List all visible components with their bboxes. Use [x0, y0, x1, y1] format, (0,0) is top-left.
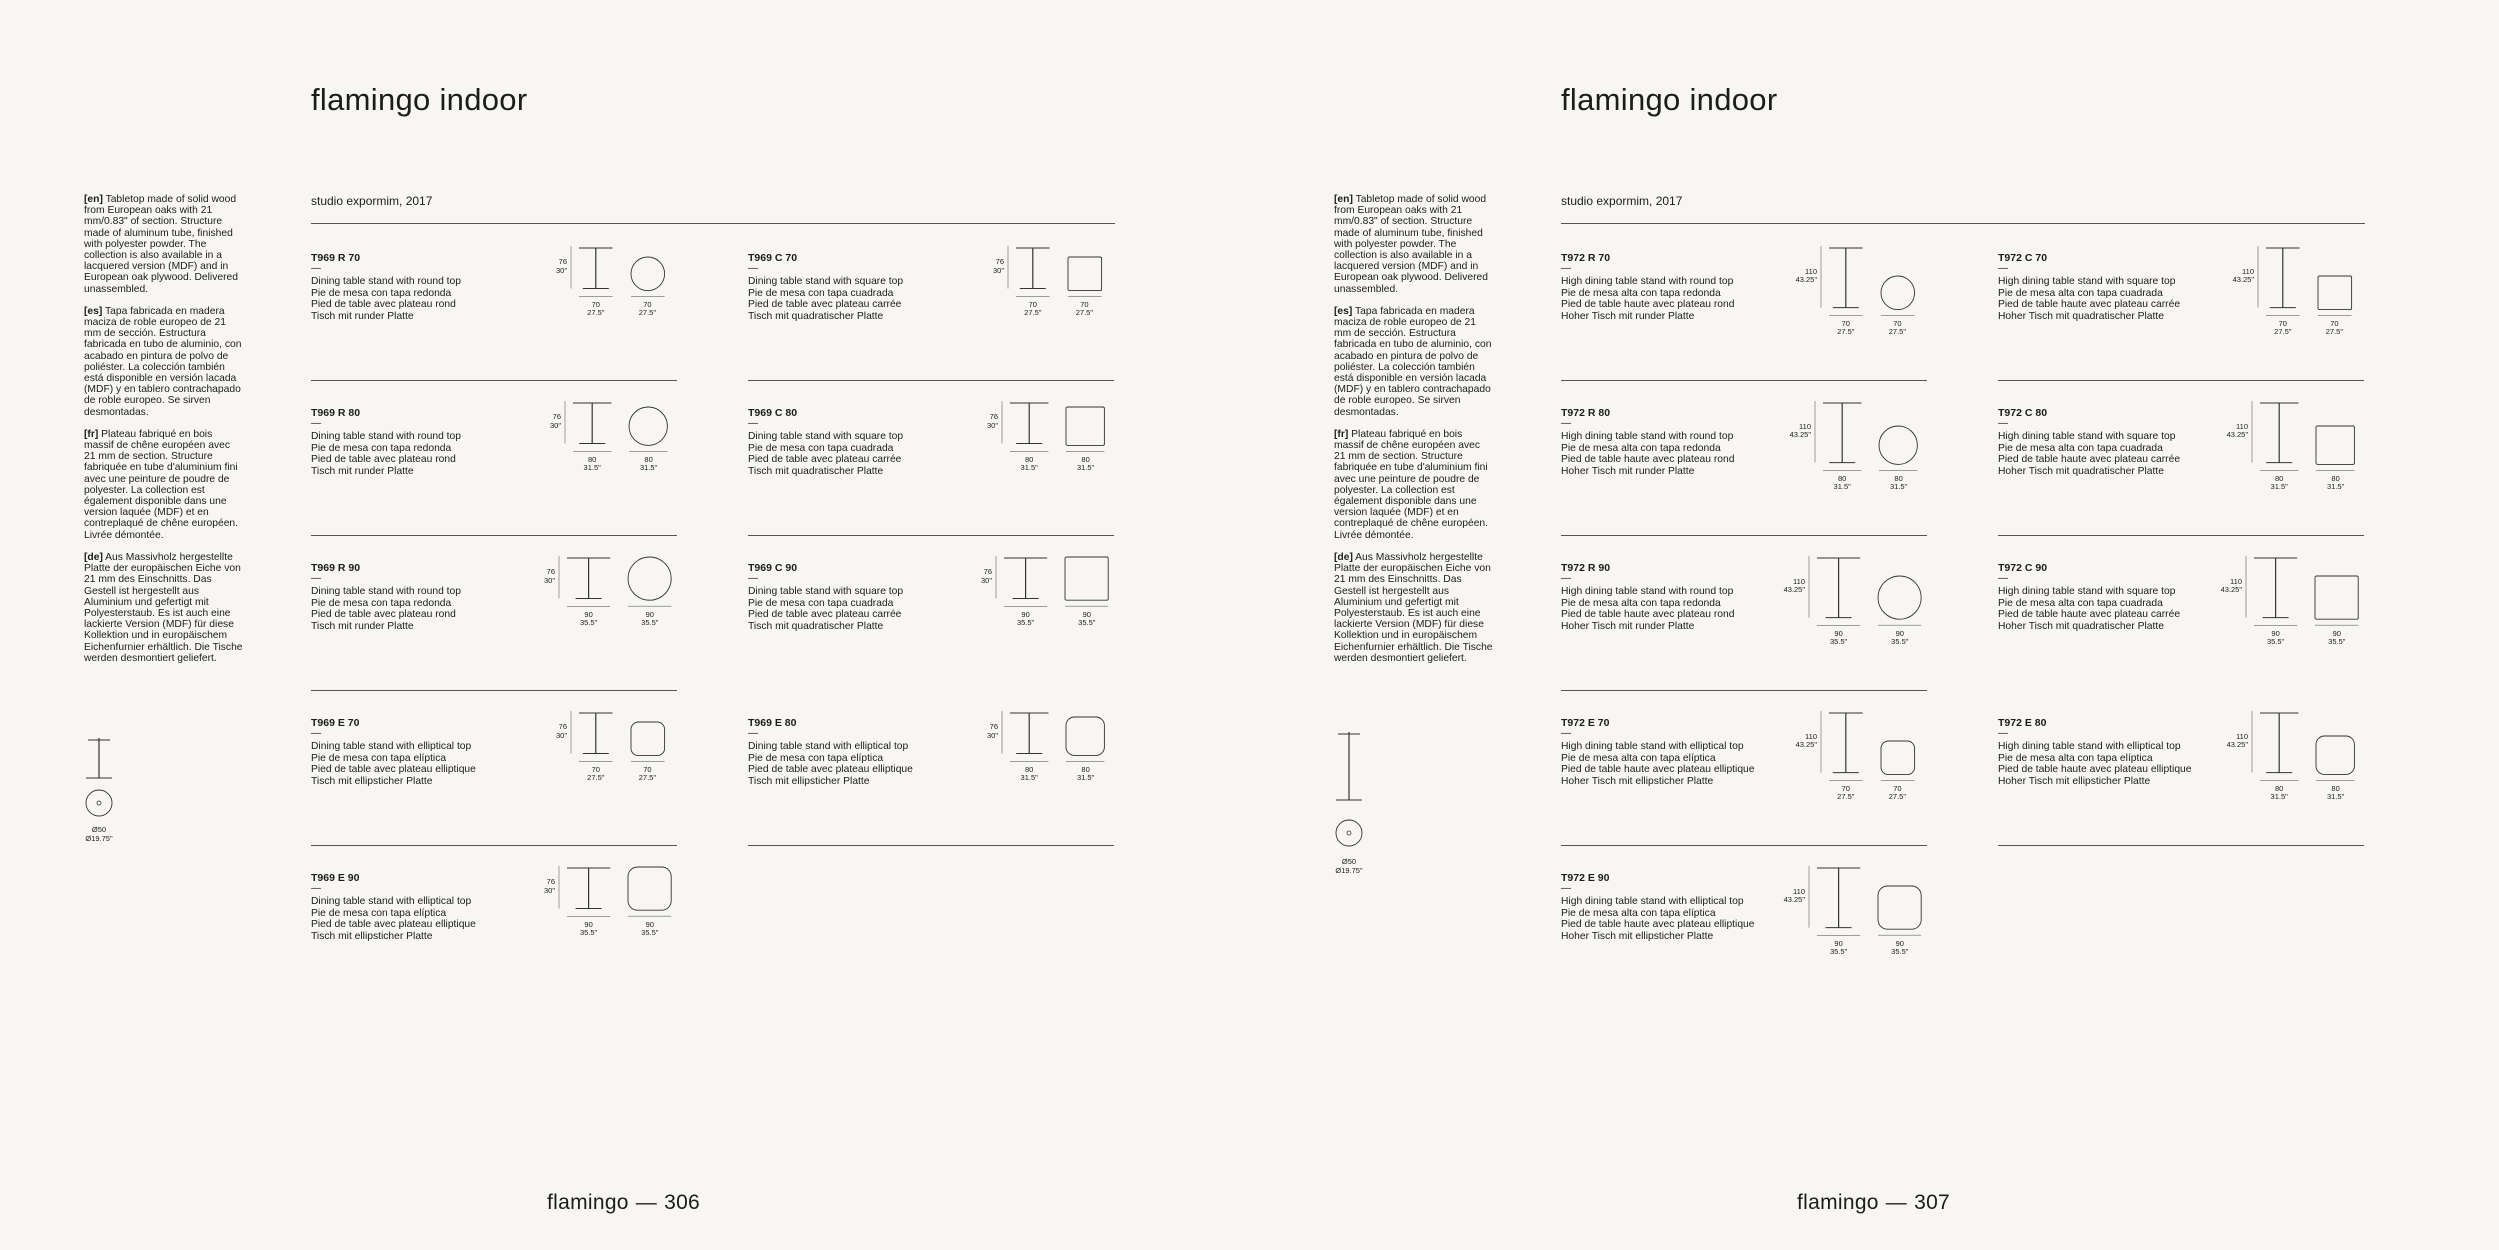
description-line: Pie de mesa alta con tapa cuadrada [1998, 442, 2163, 454]
height-label: 76 30" [980, 567, 992, 585]
code-dash: — [1998, 573, 2008, 584]
product-description [1561, 896, 1755, 942]
description-line: High dining table stand with square top [1998, 276, 2176, 287]
code-dash: — [1561, 418, 1571, 429]
product-code: T969 R 70 [311, 252, 361, 264]
description-line: Hoher Tisch mit runder Platte [1561, 620, 1695, 632]
description-line: Pied de table avec plateau rond [311, 609, 456, 620]
description-line: Pie de mesa con tapa elíptica [748, 752, 884, 764]
top-width-label: 70 27.5" [638, 764, 657, 783]
top-width-label: 90 35.5" [641, 609, 659, 628]
description-line: Dining table stand with round top [311, 431, 461, 442]
product-description [1998, 741, 2192, 787]
code-dash: — [1998, 728, 2008, 739]
product-entry [1561, 226, 1927, 381]
description-line: High dining table stand with elliptical top [1561, 896, 1744, 907]
width-label: 90 35.5" [1829, 938, 1848, 957]
description-en: [en] Tabletop made of solid wood from European oaks with 21 mm/0.83" of section. Structure made of aluminum tube, finished with polyester powder. The collection is also available in a lacquered version (MDF) and in European oak plywood. Delivered unassembled. [1334, 194, 1488, 295]
product-entry [748, 226, 1114, 381]
side-elevation-drawing [2254, 556, 2301, 640]
top-width-label: 90 35.5" [1078, 609, 1096, 628]
height-label: 76 30" [555, 257, 567, 275]
height-label: 110 43.25" [1789, 421, 1811, 440]
product-code: T969 C 80 [748, 407, 798, 419]
width-label: 70 27.5" [1024, 299, 1042, 318]
width-label: 70 27.5" [2274, 318, 2292, 337]
code-dash: — [311, 418, 321, 429]
description-line: Pied de table haute avec plateau rond [1561, 299, 1735, 310]
top-width-label: 70 27.5" [1888, 318, 1907, 337]
product-description [1998, 431, 2180, 477]
top-width-label: 70 27.5" [1888, 783, 1907, 802]
side-elevation-drawing [2260, 401, 2302, 485]
top-width-label: 80 31.5" [2326, 473, 2345, 492]
width-label: 90 35.5" [579, 919, 598, 938]
product-entry [1561, 381, 1927, 536]
side-elevation-drawing [2260, 711, 2302, 795]
description-line: Pie de mesa alta con tapa cuadrada [1998, 597, 2163, 609]
product-entry [311, 381, 677, 536]
code-dash: — [311, 263, 321, 274]
product-code: T972 E 70 [1561, 717, 1610, 729]
code-dash: — [1561, 263, 1571, 274]
height-label: 76 30" [992, 257, 1004, 275]
description-line: Dining table stand with square top [748, 276, 904, 287]
product-code: T972 C 90 [1998, 562, 2048, 574]
product-entry [748, 381, 1114, 536]
side-elevation-drawing [2266, 246, 2304, 330]
description-line: Pied de table avec plateau elliptique [311, 919, 476, 930]
base-stand-drawing: Ø50 Ø19.75" [84, 738, 114, 828]
description-line: Pie de mesa alta con tapa elíptica [1998, 752, 2153, 764]
catalog-page-left [0, 0, 1249, 1250]
description-line: Pied de table haute avec plateau elliptique [1998, 764, 2192, 775]
description-line: Pie de mesa con tapa cuadrada [748, 442, 894, 454]
product-code: T969 C 90 [748, 562, 798, 574]
description-line: Tisch mit quadratischer Platte [748, 465, 884, 477]
page-title: flamingo indoor [1561, 82, 1778, 117]
product-description [311, 896, 476, 942]
square-top-plan-drawing [2316, 426, 2358, 478]
description-en: [en] Tabletop made of solid wood from European oaks with 21 mm/0.83" of section. Structure made of aluminum tube, finished with polyester powder. The collection is also available in a lacquered version (MDF) and in European oak plywood. Delivered unassembled. [84, 194, 238, 295]
product-entry [1561, 691, 1927, 846]
description-line: Tisch mit runder Platte [311, 620, 414, 632]
code-dash: — [1561, 573, 1571, 584]
studio-credit: studio expormim, 2017 [1561, 194, 1683, 208]
description-line: Pie de mesa con tapa cuadrada [748, 597, 894, 609]
code-dash: — [311, 728, 321, 739]
divider [1998, 845, 2364, 846]
description-de: [de] Aus Massivholz hergestellte Platte der europäischen Eiche von 21 mm des Einschnitts. Das Gestell ist hergestellt aus Aluminium und gefertigt mit Polyesterstaub. Es ist auch eine lackierte Version (MDF) für diese Kollektion und in europäischem Eichenfurnier erhältlich. Die Tische werden desmontiert geliefert. [84, 551, 243, 664]
description-line: Hoher Tisch mit runder Platte [1561, 465, 1695, 477]
description-line: Pie de mesa alta con tapa elíptica [1561, 752, 1716, 764]
description-line: High dining table stand with elliptical top [1998, 741, 2181, 752]
height-label: 110 43.25" [2226, 421, 2248, 440]
code-dash: — [1561, 728, 1571, 739]
height-label: 110 43.25" [1795, 731, 1817, 750]
description-line: High dining table stand with round top [1561, 586, 1734, 597]
height-label: 110 43.25" [2226, 731, 2248, 750]
product-description [748, 276, 903, 322]
product-description [311, 276, 461, 322]
product-code: T969 R 90 [311, 562, 361, 574]
description-line: Pie de mesa con tapa redonda [311, 287, 452, 299]
collection-description [84, 194, 244, 675]
width-label: 70 27.5" [587, 299, 605, 318]
product-description [311, 586, 461, 632]
description-line: Pied de table haute avec plateau carrée [1998, 299, 2181, 310]
elliptical-top-plan-drawing [2316, 736, 2358, 788]
description-line: Pie de mesa con tapa redonda [311, 442, 452, 454]
top-width-label: 90 35.5" [1891, 938, 1909, 957]
description-line: Pie de mesa alta con tapa cuadrada [1998, 287, 2163, 299]
height-label: 110 43.25" [1783, 576, 1805, 595]
height-label: 76 30" [555, 722, 567, 740]
product-entry [748, 691, 1114, 846]
round-top-plan-drawing [628, 557, 675, 614]
height-label: 76 30" [543, 877, 555, 895]
square-top-plan-drawing [2315, 576, 2362, 633]
round-top-plan-drawing [631, 257, 669, 305]
product-description [1561, 741, 1755, 787]
square-top-plan-drawing [1066, 407, 1108, 459]
description-line: Dining table stand with square top [748, 431, 904, 442]
description-line: Pie de mesa alta con tapa elíptica [1561, 907, 1716, 919]
product-entry [1561, 536, 1927, 691]
description-line: Tisch mit runder Platte [311, 465, 414, 477]
top-width-label: 80 31.5" [2326, 783, 2345, 802]
code-dash: — [1998, 263, 2008, 274]
description-line: Tisch mit quadratischer Platte [748, 620, 884, 632]
width-label: 90 35.5" [1829, 628, 1848, 647]
description-line: Pied de table avec plateau carrée [748, 609, 902, 620]
description-line: Pie de mesa alta con tapa redonda [1561, 287, 1721, 299]
top-width-label: 90 35.5" [1891, 628, 1909, 647]
width-label: 90 35.5" [579, 609, 598, 628]
width-label: 80 31.5" [1020, 764, 1038, 783]
description-line: Dining table stand with elliptical top [748, 741, 909, 752]
description-es: [es] Tapa fabricada en madera maciza de roble europeo de 21 mm de sección. Estructura fabricada en tubo de aluminio, con acabado en pintura de polvo de poliéster. La colección también está disponible en versión lacada (MDF) y en tablero contrachapado de roble europeo. Se sirven desmontadas. [1334, 305, 1492, 418]
height-label: 76 30" [549, 412, 561, 430]
product-description [311, 741, 476, 787]
width-label: 80 31.5" [2270, 783, 2288, 802]
catalog-page-right [1250, 0, 2499, 1250]
description-line: Dining table stand with round top [311, 276, 461, 287]
height-label: 110 43.25" [1783, 886, 1805, 905]
product-entry [311, 536, 677, 691]
product-entry [1998, 691, 2364, 846]
description-line: Pied de table avec plateau rond [311, 454, 456, 465]
square-top-plan-drawing [1065, 557, 1112, 614]
product-code: T969 C 70 [748, 252, 798, 264]
top-width-label: 70 27.5" [2325, 318, 2344, 337]
elliptical-top-plan-drawing [1881, 741, 1919, 789]
description-de: [de] Aus Massivholz hergestellte Platte der europäischen Eiche von 21 mm des Einschnitts. Das Gestell ist hergestellt aus Aluminium und gefertigt mit Polyesterstaub. Es ist auch eine lackierte Version (MDF) für diese Kollektion und in europäischem Eichenfurnier erhältlich. Die Tische werden desmontiert geliefert. [1334, 551, 1493, 664]
description-line: Pied de table haute avec plateau carrée [1998, 454, 2181, 465]
description-line: High dining table stand with round top [1561, 431, 1734, 442]
width-label: 80 31.5" [583, 454, 601, 473]
top-width-label: 80 31.5" [1076, 764, 1095, 783]
page-title: flamingo indoor [311, 82, 528, 117]
top-width-label: 70 27.5" [638, 299, 657, 318]
description-line: Pied de table haute avec plateau elliptique [1561, 764, 1755, 775]
product-entry [1561, 846, 1927, 1001]
description-line: Pie de mesa alta con tapa redonda [1561, 597, 1721, 609]
description-line: Pied de table avec plateau elliptique [311, 764, 476, 775]
top-width-label: 70 27.5" [1075, 299, 1094, 318]
width-label: 70 27.5" [1837, 783, 1855, 802]
product-description [748, 741, 913, 787]
description-line: Pied de table haute avec plateau elliptique [1561, 919, 1755, 930]
product-entry [311, 846, 677, 1001]
product-description [1561, 431, 1734, 477]
description-line: Dining table stand with round top [311, 586, 461, 597]
side-elevation-drawing [1829, 711, 1867, 795]
description-line: Hoher Tisch mit quadratischer Platte [1998, 310, 2164, 322]
description-line: Hoher Tisch mit ellipsticher Platte [1998, 775, 2151, 787]
width-label: 70 27.5" [587, 764, 605, 783]
description-line: Pied de table haute avec plateau carrée [1998, 609, 2181, 620]
product-code: T969 E 70 [311, 717, 360, 729]
description-line: Dining table stand with elliptical top [311, 896, 472, 907]
product-code: T972 R 90 [1561, 562, 1611, 574]
divider [748, 845, 1114, 846]
product-entry [1998, 536, 2364, 691]
description-line: Hoher Tisch mit quadratischer Platte [1998, 620, 2164, 632]
description-es: [es] Tapa fabricada en madera maciza de roble europeo de 21 mm de sección. Estructura fabricada en tubo de aluminio, con acabado en pintura de polvo de poliéster. La colección también está disponible en versión lacada (MDF) y en tablero contrachapado de roble europeo. Se sirven desmontadas. [84, 305, 242, 418]
side-elevation-drawing [1829, 246, 1867, 330]
divider [311, 223, 1115, 224]
height-label: 110 43.25" [1795, 266, 1817, 285]
round-top-plan-drawing [1879, 426, 1921, 478]
elliptical-top-plan-drawing [1066, 717, 1108, 769]
description-line: Pied de table haute avec plateau rond [1561, 454, 1735, 465]
product-code: T972 C 80 [1998, 407, 2048, 419]
product-description [1998, 276, 2180, 322]
description-line: Dining table stand with elliptical top [311, 741, 472, 752]
description-line: Hoher Tisch mit ellipsticher Platte [1561, 930, 1714, 942]
top-width-label: 90 35.5" [2328, 628, 2346, 647]
width-label: 80 31.5" [1833, 473, 1851, 492]
description-line: Pie de mesa con tapa cuadrada [748, 287, 894, 299]
product-code: T972 E 80 [1998, 717, 2047, 729]
code-dash: — [748, 728, 758, 739]
height-label: 76 30" [986, 722, 998, 740]
top-width-label: 90 35.5" [641, 919, 659, 938]
description-line: Hoher Tisch mit quadratischer Platte [1998, 465, 2164, 477]
height-label: 76 30" [543, 567, 555, 585]
description-line: Pie de mesa con tapa elíptica [311, 752, 447, 764]
product-entry [1998, 226, 2364, 381]
description-line: Pied de table avec plateau rond [311, 299, 456, 310]
description-line: Tisch mit ellipsticher Platte [748, 775, 870, 787]
description-line: Pie de mesa con tapa redonda [311, 597, 452, 609]
height-label: 110 43.25" [2232, 266, 2254, 285]
height-label: 110 43.25" [2220, 576, 2242, 595]
round-top-plan-drawing [1881, 276, 1919, 324]
product-code: T972 C 70 [1998, 252, 2048, 264]
product-description [1561, 586, 1734, 632]
code-dash: — [1998, 418, 2008, 429]
product-description [1998, 586, 2180, 632]
elliptical-top-plan-drawing [631, 722, 669, 770]
description-line: Pied de table haute avec plateau rond [1561, 609, 1735, 620]
product-entry [1998, 381, 2364, 536]
code-dash: — [311, 883, 321, 894]
description-line: Tisch mit ellipsticher Platte [311, 775, 433, 787]
description-line: Tisch mit ellipsticher Platte [311, 930, 433, 942]
divider [1561, 223, 2365, 224]
square-top-plan-drawing [1068, 257, 1106, 305]
product-description [1561, 276, 1734, 322]
top-width-label: 80 31.5" [1889, 473, 1908, 492]
product-entry [748, 536, 1114, 691]
description-line: Tisch mit quadratischer Platte [748, 310, 884, 322]
description-line: Pied de table avec plateau carrée [748, 454, 902, 465]
product-description [311, 431, 461, 477]
description-line: Hoher Tisch mit runder Platte [1561, 310, 1695, 322]
description-line: High dining table stand with square top [1998, 431, 2176, 442]
description-line: Dining table stand with square top [748, 586, 904, 597]
top-width-label: 80 31.5" [1076, 454, 1095, 473]
product-code: T969 R 80 [311, 407, 361, 419]
product-code: T972 E 90 [1561, 872, 1610, 884]
side-elevation-drawing [1823, 401, 1865, 485]
width-label: 70 27.5" [1837, 318, 1855, 337]
product-code: T972 R 80 [1561, 407, 1611, 419]
description-fr: [fr] Plateau fabriqué en bois massif de chêne européen avec 21 mm de section. Structure fabriquée en tube d'aluminium fini avec une peinture de poudre de polyester. La collection est également disponible dans une version laquée (MDF) et en contreplaqué de chêne européen. Livrée démontée. [1334, 428, 1489, 541]
code-dash: — [1561, 883, 1571, 894]
round-top-plan-drawing [629, 407, 671, 459]
code-dash: — [748, 573, 758, 584]
width-label: 90 35.5" [2266, 628, 2285, 647]
width-label: 80 31.5" [1020, 454, 1038, 473]
code-dash: — [748, 263, 758, 274]
elliptical-top-plan-drawing [1878, 886, 1925, 943]
page-footer: flamingo — 306 [547, 1191, 701, 1214]
description-line: Pie de mesa con tapa elíptica [311, 907, 447, 919]
product-description [748, 431, 903, 477]
side-elevation-drawing [1817, 866, 1864, 950]
product-code: T969 E 90 [311, 872, 360, 884]
page-footer: flamingo — 307 [1797, 1191, 1951, 1214]
description-line: Pie de mesa alta con tapa redonda [1561, 442, 1721, 454]
description-fr: [fr] Plateau fabriqué en bois massif de chêne européen avec 21 mm de section. Structure fabriquée en tube d'aluminium fini avec une peinture de poudre de polyester. La collection est également disponible dans une version laquée (MDF) et en contreplaqué de chêne européen. Livrée démontée. [84, 428, 239, 541]
collection-description [1334, 194, 1494, 675]
width-label: 90 35.5" [1016, 609, 1035, 628]
base-stand-drawing: Ø50 Ø19.75" [1334, 732, 1364, 852]
description-line: High dining table stand with elliptical top [1561, 741, 1744, 752]
description-line: Pied de table avec plateau carrée [748, 299, 902, 310]
product-code: T972 R 70 [1561, 252, 1611, 264]
description-line: High dining table stand with square top [1998, 586, 2176, 597]
product-entry [311, 691, 677, 846]
product-code: T969 E 80 [748, 717, 797, 729]
height-label: 76 30" [986, 412, 998, 430]
elliptical-top-plan-drawing [628, 867, 675, 924]
description-line: Hoher Tisch mit ellipsticher Platte [1561, 775, 1714, 787]
code-dash: — [311, 573, 321, 584]
square-top-plan-drawing [2318, 276, 2356, 324]
side-elevation-drawing [1817, 556, 1864, 640]
product-description [748, 586, 903, 632]
code-dash: — [748, 418, 758, 429]
description-line: Pied de table avec plateau elliptique [748, 764, 913, 775]
top-width-label: 80 31.5" [639, 454, 658, 473]
round-top-plan-drawing [1878, 576, 1925, 633]
description-line: Tisch mit runder Platte [311, 310, 414, 322]
studio-credit: studio expormim, 2017 [311, 194, 433, 208]
description-line: High dining table stand with round top [1561, 276, 1734, 287]
width-label: 80 31.5" [2270, 473, 2288, 492]
product-entry [311, 226, 677, 381]
